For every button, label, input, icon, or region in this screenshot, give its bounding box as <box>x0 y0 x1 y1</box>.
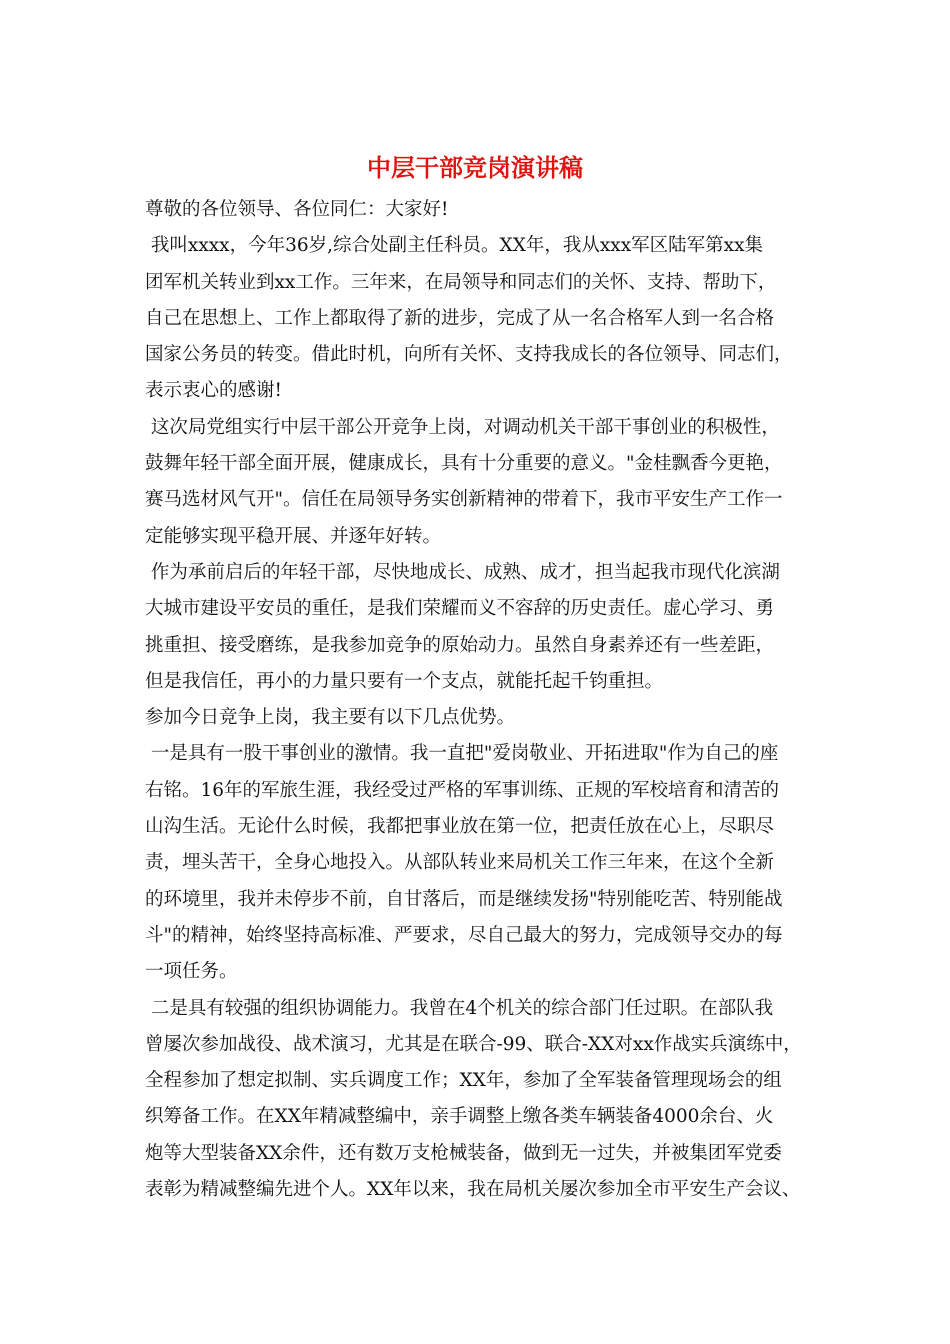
body-text-line: 但是我信任，再小的力量只要有一个支点，就能托起千钧重担。 <box>145 670 664 692</box>
body-text-line: 国家公务员的转变。借此时机，向所有关怀、支持我成长的各位领导、同志们， <box>145 344 793 366</box>
body-text-line: 大城市建设平安员的重任，是我们荣耀而义不容辞的历史责任。虚心学习、勇 <box>145 598 775 620</box>
body-text-line: 作为承前启后的年轻干部，尽快地成长、成熟、成才，担当起我市现代化滨湖 <box>145 561 780 583</box>
body-text-line: 一项任务。 <box>145 961 238 983</box>
body-text-line: 山沟生活。无论什么时候，我都把事业放在第一位，把责任放在心上，尽职尽 <box>145 816 775 838</box>
body-text-line: 全程参加了想定拟制、实兵调度工作；XX年，参加了全军装备管理现场会的组 <box>145 1070 782 1092</box>
body-text-line: 右铭。16年的军旅生涯，我经受过严格的军事训练、正规的军校培育和清苦的 <box>145 779 780 801</box>
body-text-line: 鼓舞年轻干部全面开展，健康成长，具有十分重要的意义。"金桂飘香今更艳， <box>145 453 783 475</box>
body-text-line: 的环境里，我并未停步不前，自甘落后，而是继续发扬"特别能吃苦、特别能战 <box>145 888 783 910</box>
body-text-line: 定能够实现平稳开展、并逐年好转。 <box>145 525 442 547</box>
body-text-line: 斗"的精神，始终坚持高标准、严要求，尽自己最大的努力，完成领导交办的每 <box>145 924 783 946</box>
body-text-line: 织筹备工作。在XX年精减整编中，亲手调整上缴各类车辆装备4000余台、火 <box>145 1106 774 1128</box>
body-text-line: 表彰为精减整编先进个人。XX年以来，我在局机关屡次参加全市平安生产会议、 <box>145 1179 801 1201</box>
body-text-line: 这次局党组实行中层干部公开竞争上岗，对调动机关干部干事创业的积极性， <box>145 416 780 438</box>
body-text-line: 炮等大型装备XX余件，还有数万支枪械装备，做到无一过失，并被集团军党委 <box>145 1142 782 1164</box>
body-text-line: 一是具有一股干事创业的激情。我一直把"爱岗敬业、开拓进取"作为自己的座 <box>145 743 779 765</box>
body-text-line: 曾屡次参加战役、战术演习，尤其是在联合-99、联合-XX对xx作战实兵演练中， <box>145 1033 802 1055</box>
body-text-line: 责，埋头苦干，全身心地投入。从部队转业来局机关工作三年来，在这个全新 <box>145 852 775 874</box>
body-text-line: 挑重担、接受磨练，是我参加竞争的原始动力。虽然自身素养还有一些差距， <box>145 634 775 656</box>
body-text-line: 自己在思想上、工作上都取得了新的进步，完成了从一名合格军人到一名合格 <box>145 307 775 329</box>
document-title: 中层干部竞岗演讲稿 <box>367 153 583 182</box>
body-text-line: 表示衷心的感谢! <box>145 380 282 402</box>
document-body <box>145 192 825 1208</box>
body-text-line: 我叫xxxx，今年36岁,综合处副主任科员。XX年，我从xxx军区陆军第xx集 <box>145 235 764 257</box>
body-text-line: 尊敬的各位领导、各位同仁：大家好! <box>145 199 449 220</box>
body-text-line: 二是具有较强的组织协调能力。我曾在4个机关的综合部门任过职。在部队我 <box>145 997 774 1019</box>
body-text-line: 参加今日竞争上岗，我主要有以下几点优势。 <box>145 707 516 729</box>
body-text-line: 赛马选材风气开"。信任在局领导务实创新精神的带着下，我市平安生产工作一 <box>145 489 783 511</box>
body-text-line: 团军机关转业到xx工作。三年来，在局领导和同志们的关怀、支持、帮助下， <box>145 271 777 293</box>
